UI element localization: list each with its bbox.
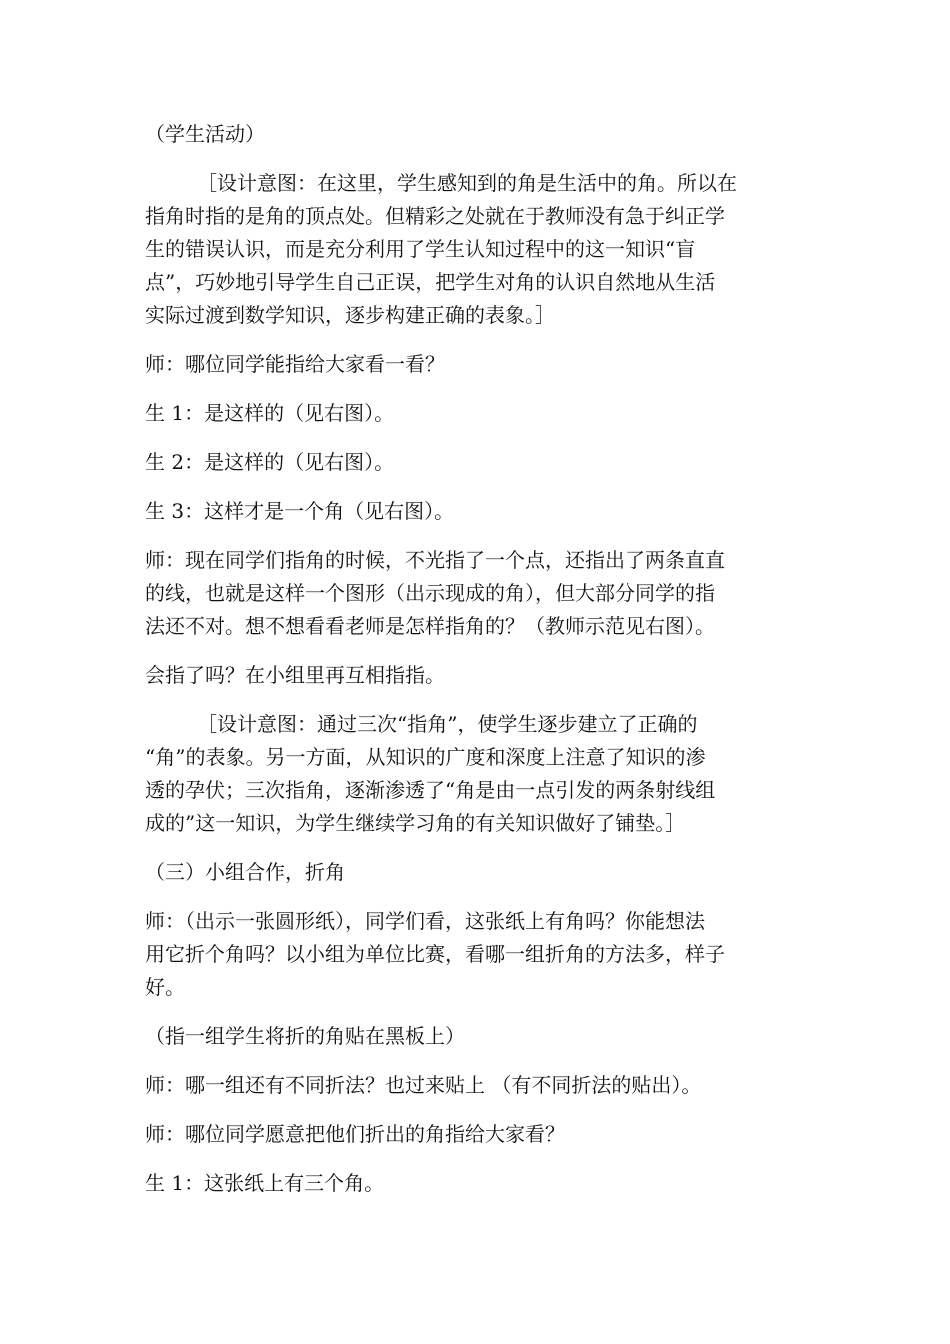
text-line: 生 1：这张纸上有三个角。 <box>145 1171 385 1195</box>
paragraph-student-2 <box>145 446 805 479</box>
paragraph-teacher-who-points <box>145 1118 805 1151</box>
text-line: 师：哪一组还有不同折法？也过来贴上 （有不同折法的贴出）。 <box>145 1073 702 1097</box>
text-line: ［设计意图：通过三次“指角”，使学生逐步建立了正确的 <box>197 712 698 736</box>
section-heading-group-folding <box>145 856 805 889</box>
paragraph-teacher-other-methods <box>145 1069 805 1102</box>
paragraph-student-1 <box>145 397 805 430</box>
text-line: 生 3：这样才是一个角（见右图）。 <box>145 499 455 523</box>
text-line: 指角时指的是角的顶点处。但精彩之处就在于教师没有急于纠正学 <box>145 204 725 228</box>
paragraph-teacher-circle-paper <box>145 905 805 1004</box>
paragraph-practice <box>145 659 805 692</box>
text-line: 生的错误认识，而是充分利用了学生认知过程中的这一知识“盲 <box>145 237 696 261</box>
text-line: 师：哪位同学能指给大家看一看？ <box>145 352 445 376</box>
text-line: 会指了吗？在小组里再互相指指。 <box>145 663 445 687</box>
paragraph-student-3 <box>145 495 805 528</box>
paragraph-student-1-three-angles <box>145 1167 805 1200</box>
document-page <box>145 118 805 1216</box>
text-line: 生 2：是这样的（见右图）。 <box>145 450 395 474</box>
text-line: “角”的表象。另一方面，从知识的广度和深度上注意了知识的渗 <box>145 745 706 769</box>
text-line: ［设计意图：在这里，学生感知到的角是生活中的角。所以在 <box>197 171 737 195</box>
text-line: （三）小组合作，折角 <box>145 860 345 884</box>
paragraph-teacher-question <box>145 348 805 381</box>
text-line: 师：现在同学们指角的时候，不光指了一个点，还指出了两条直直 <box>145 548 725 572</box>
text-line: （指一组学生将折的角贴在黑板上） <box>145 1024 465 1048</box>
text-line: （学生活动） <box>145 122 265 146</box>
text-line: 生 1：是这样的（见右图）。 <box>145 401 395 425</box>
text-line: 好。 <box>145 975 185 999</box>
text-line: 的线，也就是这样一个图形（出示现成的角），但大部分同学的指 <box>145 581 715 605</box>
text-line: 点”，巧妙地引导学生自己正误，把学生对角的认识自然地从生活 <box>145 270 716 294</box>
paragraph-design-intent-2 <box>145 708 805 840</box>
text-line: 透的孕伏；三次指角，逐渐渗透了“角是由一点引发的两条射线组 <box>145 778 716 802</box>
text-line: 师：（出示一张圆形纸），同学们看，这张纸上有角吗？你能想法 <box>145 909 705 933</box>
text-line: 法还不对。想不想看看老师是怎样指角的？（教师示范见右图）。 <box>145 614 715 638</box>
paragraph-stick-on-board <box>145 1020 805 1053</box>
text-line: 成的”这一知识，为学生继续学习角的有关知识做好了铺垫。］ <box>145 811 686 835</box>
paragraph-design-intent-1 <box>145 167 805 332</box>
text-line: 师：哪位同学愿意把他们折出的角指给大家看？ <box>145 1122 565 1146</box>
paragraph-teacher-explain <box>145 544 805 643</box>
paragraph-student-activity <box>145 118 805 151</box>
text-line: 用它折个角吗？以小组为单位比赛，看哪一组折角的方法多，样子 <box>145 942 725 966</box>
text-line: 实际过渡到数学知识，逐步构建正确的表象。］ <box>145 303 555 327</box>
